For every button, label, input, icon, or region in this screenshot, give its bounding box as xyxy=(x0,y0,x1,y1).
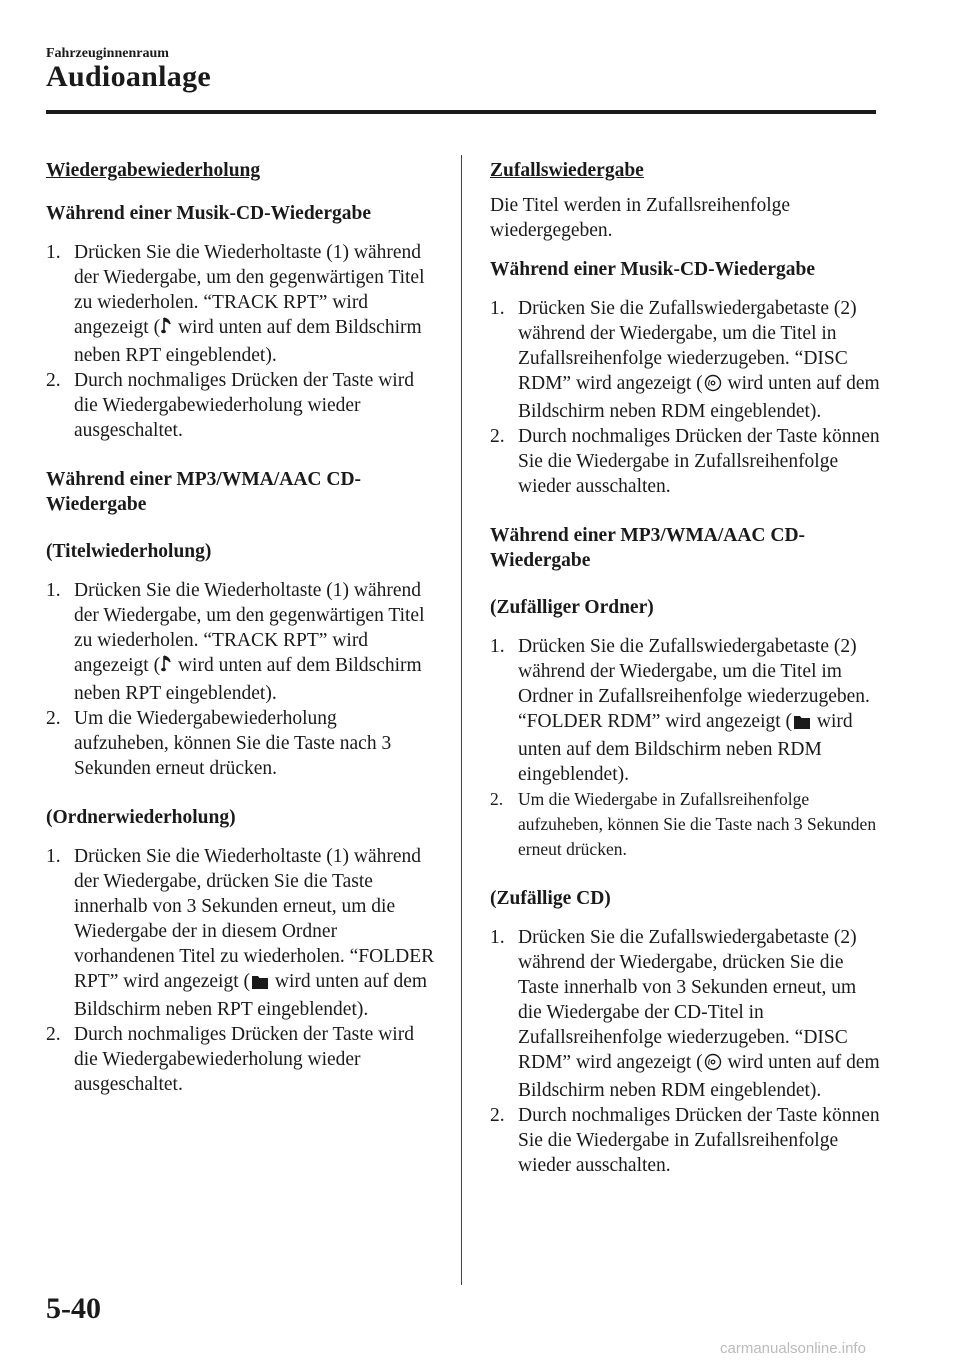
list-number: 2. xyxy=(490,426,505,447)
list-number: 1. xyxy=(46,580,61,601)
chapter-label: Fahrzeuginnenraum xyxy=(46,46,169,61)
subheading-music-cd: Während einer Musik-CD-Wiedergabe xyxy=(490,259,815,280)
intro-text: Die Titel werden in Zufallsreihenfolge wiedergegeben. xyxy=(490,195,791,241)
list-item xyxy=(46,240,436,368)
header-rule xyxy=(46,110,876,114)
step-text: wird unten auf dem Bildschirm neben RPT eingeblendet). xyxy=(74,655,422,704)
step-text: Drücken Sie die Wiederholtaste (1) während der Wiedergabe, um den gegenwärtigen Titel zu wiederholen. “TRACK RPT” wird angezeigt ( xyxy=(74,242,425,338)
subheading-folder-repeat: (Ordnerwiederholung) xyxy=(46,807,236,828)
subheading-mp3: Während einer MP3/WMA/AAC CD-Wiedergabe xyxy=(46,469,362,515)
column-divider xyxy=(461,155,462,1285)
step-text: wird unten auf dem Bildschirm neben RDM eingeblendet). xyxy=(518,1052,880,1101)
watermark: carmanualsonline.info xyxy=(720,1340,866,1357)
disc-icon xyxy=(704,374,722,399)
list-number: 1. xyxy=(490,927,505,948)
list-item xyxy=(46,1022,436,1097)
step-text: wird unten auf dem Bildschirm neben RPT eingeblendet). xyxy=(74,317,422,366)
step-text: wird unten auf dem Bildschirm neben RDM eingeblendet). xyxy=(518,373,880,422)
subheading-random-cd: (Zufällige CD) xyxy=(490,888,611,909)
step-text: Durch nochmaliges Drücken der Taste wird die Wiedergabewiederholung wieder ausgeschaltet. xyxy=(74,1024,414,1095)
steps-random-folder xyxy=(490,634,880,862)
left-column xyxy=(46,158,436,1121)
section-title-repeat: Wiedergabewiederholung xyxy=(46,160,261,181)
list-item xyxy=(46,368,436,443)
list-number: 2. xyxy=(46,1024,61,1045)
list-number: 2. xyxy=(490,789,504,809)
step-text: Drücken Sie die Zufallswiedergabetaste (2) während der Wiedergabe, um die Titel in Zufallsreihenfolge wiederzugeben. “DISC RDM” wird angezeigt ( xyxy=(518,298,857,394)
list-item xyxy=(490,1103,880,1178)
step-text: Um die Wiedergabewiederholung aufzuheben, können Sie die Taste nach 3 Sekunden erneut drücken. xyxy=(74,708,392,779)
page-number: 5-40 xyxy=(46,1292,101,1325)
step-text: Durch nochmaliges Drücken der Taste können Sie die Wiedergabe in Zufallsreihenfolge wieder ausschalten. xyxy=(518,1105,880,1176)
list-item xyxy=(46,578,436,706)
step-text: wird unten auf dem Bildschirm neben RDM eingeblendet). xyxy=(518,711,853,785)
disc-icon xyxy=(704,1053,722,1078)
steps-folder-repeat xyxy=(46,844,436,1097)
list-number: 1. xyxy=(490,298,505,319)
music-note-icon xyxy=(161,654,172,681)
right-column xyxy=(490,158,880,1202)
folder-icon xyxy=(793,712,811,737)
subheading-title-repeat: (Titelwiederholung) xyxy=(46,541,212,562)
step-text: Drücken Sie die Wiederholtaste (1) während der Wiedergabe, drücken Sie die Taste innerhalb von 3 Sekunden erneut, um die Wiedergabe der in diesem Ordner vorhandenen Titel zu wiederholen. “FOLDER RPT” wird angezeigt ( xyxy=(74,846,435,992)
subheading-mp3: Während einer MP3/WMA/AAC CD-Wiedergabe xyxy=(490,525,806,571)
list-number: 2. xyxy=(490,1105,505,1126)
steps-title-repeat xyxy=(46,578,436,781)
list-item xyxy=(490,296,880,424)
step-text: Drücken Sie die Wiederholtaste (1) während der Wiedergabe, um den gegenwärtigen Titel zu wiederholen. “TRACK RPT” wird angezeigt ( xyxy=(74,580,425,676)
step-text: Durch nochmaliges Drücken der Taste wird die Wiedergabewiederholung wieder ausgeschaltet. xyxy=(74,370,414,441)
list-number: 1. xyxy=(490,636,505,657)
list-number: 2. xyxy=(46,708,61,729)
folder-icon xyxy=(251,972,269,997)
steps-music-cd-random xyxy=(490,296,880,499)
list-number: 1. xyxy=(46,846,61,867)
list-item xyxy=(490,634,880,787)
step-text: Um die Wiedergabe in Zufallsreihenfolge aufzuheben, können Sie die Taste nach 3 Sekunden erneut drücken. xyxy=(518,789,877,859)
step-text: wird unten auf dem Bildschirm neben RPT eingeblendet). xyxy=(74,971,428,1020)
subheading-music-cd: Während einer Musik-CD-Wiedergabe xyxy=(46,203,371,224)
list-number: 2. xyxy=(46,370,61,391)
list-item xyxy=(490,925,880,1103)
page-title: Audioanlage xyxy=(46,60,212,93)
section-title-random: Zufallswiedergabe xyxy=(490,160,644,181)
list-item xyxy=(46,706,436,781)
step-text: Drücken Sie die Zufallswiedergabetaste (2) während der Wiedergabe, drücken Sie die Taste innerhalb von 3 Sekunden erneut, um die Wiedergabe der CD-Titel in Zufallsreihenfolge wiederzugeben. “DISC RDM” wird angezeigt ( xyxy=(518,927,857,1073)
step-text: Drücken Sie die Zufallswiedergabetaste (2) während der Wiedergabe, um die Titel im Ordner in Zufallsreihenfolge wiederzugeben. “FOLDER RDM” wird angezeigt ( xyxy=(518,636,870,732)
list-item xyxy=(46,844,436,1022)
steps-music-cd-repeat xyxy=(46,240,436,443)
subheading-random-folder: (Zufälliger Ordner) xyxy=(490,597,654,618)
steps-random-cd xyxy=(490,925,880,1178)
step-text: Durch nochmaliges Drücken der Taste können Sie die Wiedergabe in Zufallsreihenfolge wieder ausschalten. xyxy=(518,426,880,497)
music-note-icon xyxy=(161,316,172,343)
list-item xyxy=(490,424,880,499)
list-number: 1. xyxy=(46,242,61,263)
list-item xyxy=(490,787,880,862)
